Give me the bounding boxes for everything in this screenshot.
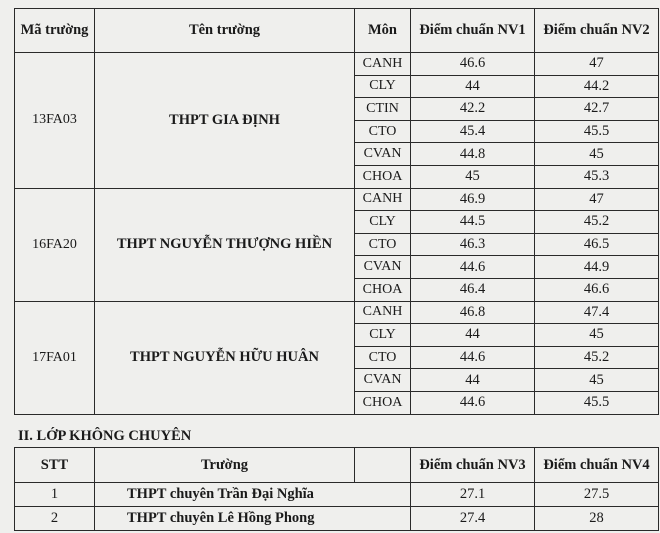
table-row <box>15 483 659 507</box>
nv2-cell: 47.4 <box>535 301 659 324</box>
header-subject: Môn <box>355 9 411 53</box>
header-nv1: Điểm chuẩn NV1 <box>411 9 535 53</box>
subject-cell: CVAN <box>355 256 411 279</box>
nv2-cell: 42.7 <box>535 98 659 121</box>
header-blank <box>355 448 411 483</box>
nv1-cell: 45.4 <box>411 120 535 143</box>
nv2-cell: 47 <box>535 53 659 76</box>
school-name: THPT NGUYỄN HỮU HUÂN <box>95 301 355 414</box>
nv1-cell: 44 <box>411 369 535 392</box>
subject-cell: CLY <box>355 324 411 347</box>
subject-cell: CANH <box>355 301 411 324</box>
school-code: 17FA01 <box>15 301 95 414</box>
subject-cell: CTO <box>355 346 411 369</box>
nv2-cell: 45.2 <box>535 211 659 234</box>
subject-cell: CANH <box>355 53 411 76</box>
nv1-cell: 44 <box>411 324 535 347</box>
nv2-cell: 45 <box>535 369 659 392</box>
subject-cell: CVAN <box>355 369 411 392</box>
subject-cell: CANH <box>355 188 411 211</box>
nv2-cell: 45.3 <box>535 165 659 188</box>
non-specialized-table <box>14 447 659 531</box>
nv2-cell: 45.5 <box>535 120 659 143</box>
nv4-cell: 28 <box>535 507 659 531</box>
nv1-cell: 46.6 <box>411 53 535 76</box>
subject-cell: CLY <box>355 75 411 98</box>
table-row <box>15 188 659 211</box>
table-body <box>15 53 659 415</box>
header-school: Trường <box>95 448 355 483</box>
stt-cell: 2 <box>15 507 95 531</box>
nv1-cell: 46.3 <box>411 233 535 256</box>
specialized-admission-table <box>14 8 659 415</box>
nv2-cell: 45 <box>535 324 659 347</box>
school-name: THPT NGUYỄN THƯỢNG HIỀN <box>95 188 355 301</box>
nv2-cell: 46.5 <box>535 233 659 256</box>
header-school-code: Mã trường <box>15 9 95 53</box>
subject-cell: CHOA <box>355 278 411 301</box>
nv1-cell: 44.6 <box>411 391 535 414</box>
section-heading: II. LỚP KHÔNG CHUYÊN <box>18 428 192 444</box>
school-code: 13FA03 <box>15 53 95 189</box>
nv1-cell: 44.6 <box>411 346 535 369</box>
table-row <box>15 53 659 76</box>
table-header-row <box>15 9 659 53</box>
nv2-cell: 46.6 <box>535 278 659 301</box>
nv3-cell: 27.4 <box>411 507 535 531</box>
subject-cell: CVAN <box>355 143 411 166</box>
subject-cell: CLY <box>355 211 411 234</box>
nv2-cell: 44.2 <box>535 75 659 98</box>
nv1-cell: 46.8 <box>411 301 535 324</box>
nv1-cell: 44.8 <box>411 143 535 166</box>
header-nv3: Điểm chuẩn NV3 <box>411 448 535 483</box>
nv3-cell: 27.1 <box>411 483 535 507</box>
subject-cell: CTO <box>355 233 411 256</box>
nv1-cell: 44 <box>411 75 535 98</box>
nv1-cell: 46.9 <box>411 188 535 211</box>
school-cell: THPT chuyên Lê Hồng Phong <box>95 507 411 531</box>
nv2-cell: 45.5 <box>535 391 659 414</box>
nv2-cell: 44.9 <box>535 256 659 279</box>
nv1-cell: 42.2 <box>411 98 535 121</box>
nv1-cell: 46.4 <box>411 278 535 301</box>
header-stt: STT <box>15 448 95 483</box>
table-body <box>15 483 659 531</box>
school-code: 16FA20 <box>15 188 95 301</box>
table-header-row <box>15 448 659 483</box>
header-school-name: Tên trường <box>95 9 355 53</box>
nv1-cell: 45 <box>411 165 535 188</box>
header-nv4: Điểm chuẩn NV4 <box>535 448 659 483</box>
subject-cell: CTO <box>355 120 411 143</box>
nv2-cell: 45 <box>535 143 659 166</box>
subject-cell: CHOA <box>355 391 411 414</box>
nv2-cell: 47 <box>535 188 659 211</box>
table-row <box>15 301 659 324</box>
subject-cell: CHOA <box>355 165 411 188</box>
nv4-cell: 27.5 <box>535 483 659 507</box>
header-nv2: Điểm chuẩn NV2 <box>535 9 659 53</box>
table-row <box>15 507 659 531</box>
nv1-cell: 44.5 <box>411 211 535 234</box>
school-cell: THPT chuyên Trần Đại Nghĩa <box>95 483 411 507</box>
nv2-cell: 45.2 <box>535 346 659 369</box>
nv1-cell: 44.6 <box>411 256 535 279</box>
stt-cell: 1 <box>15 483 95 507</box>
school-name: THPT GIA ĐỊNH <box>95 53 355 189</box>
subject-cell: CTIN <box>355 98 411 121</box>
